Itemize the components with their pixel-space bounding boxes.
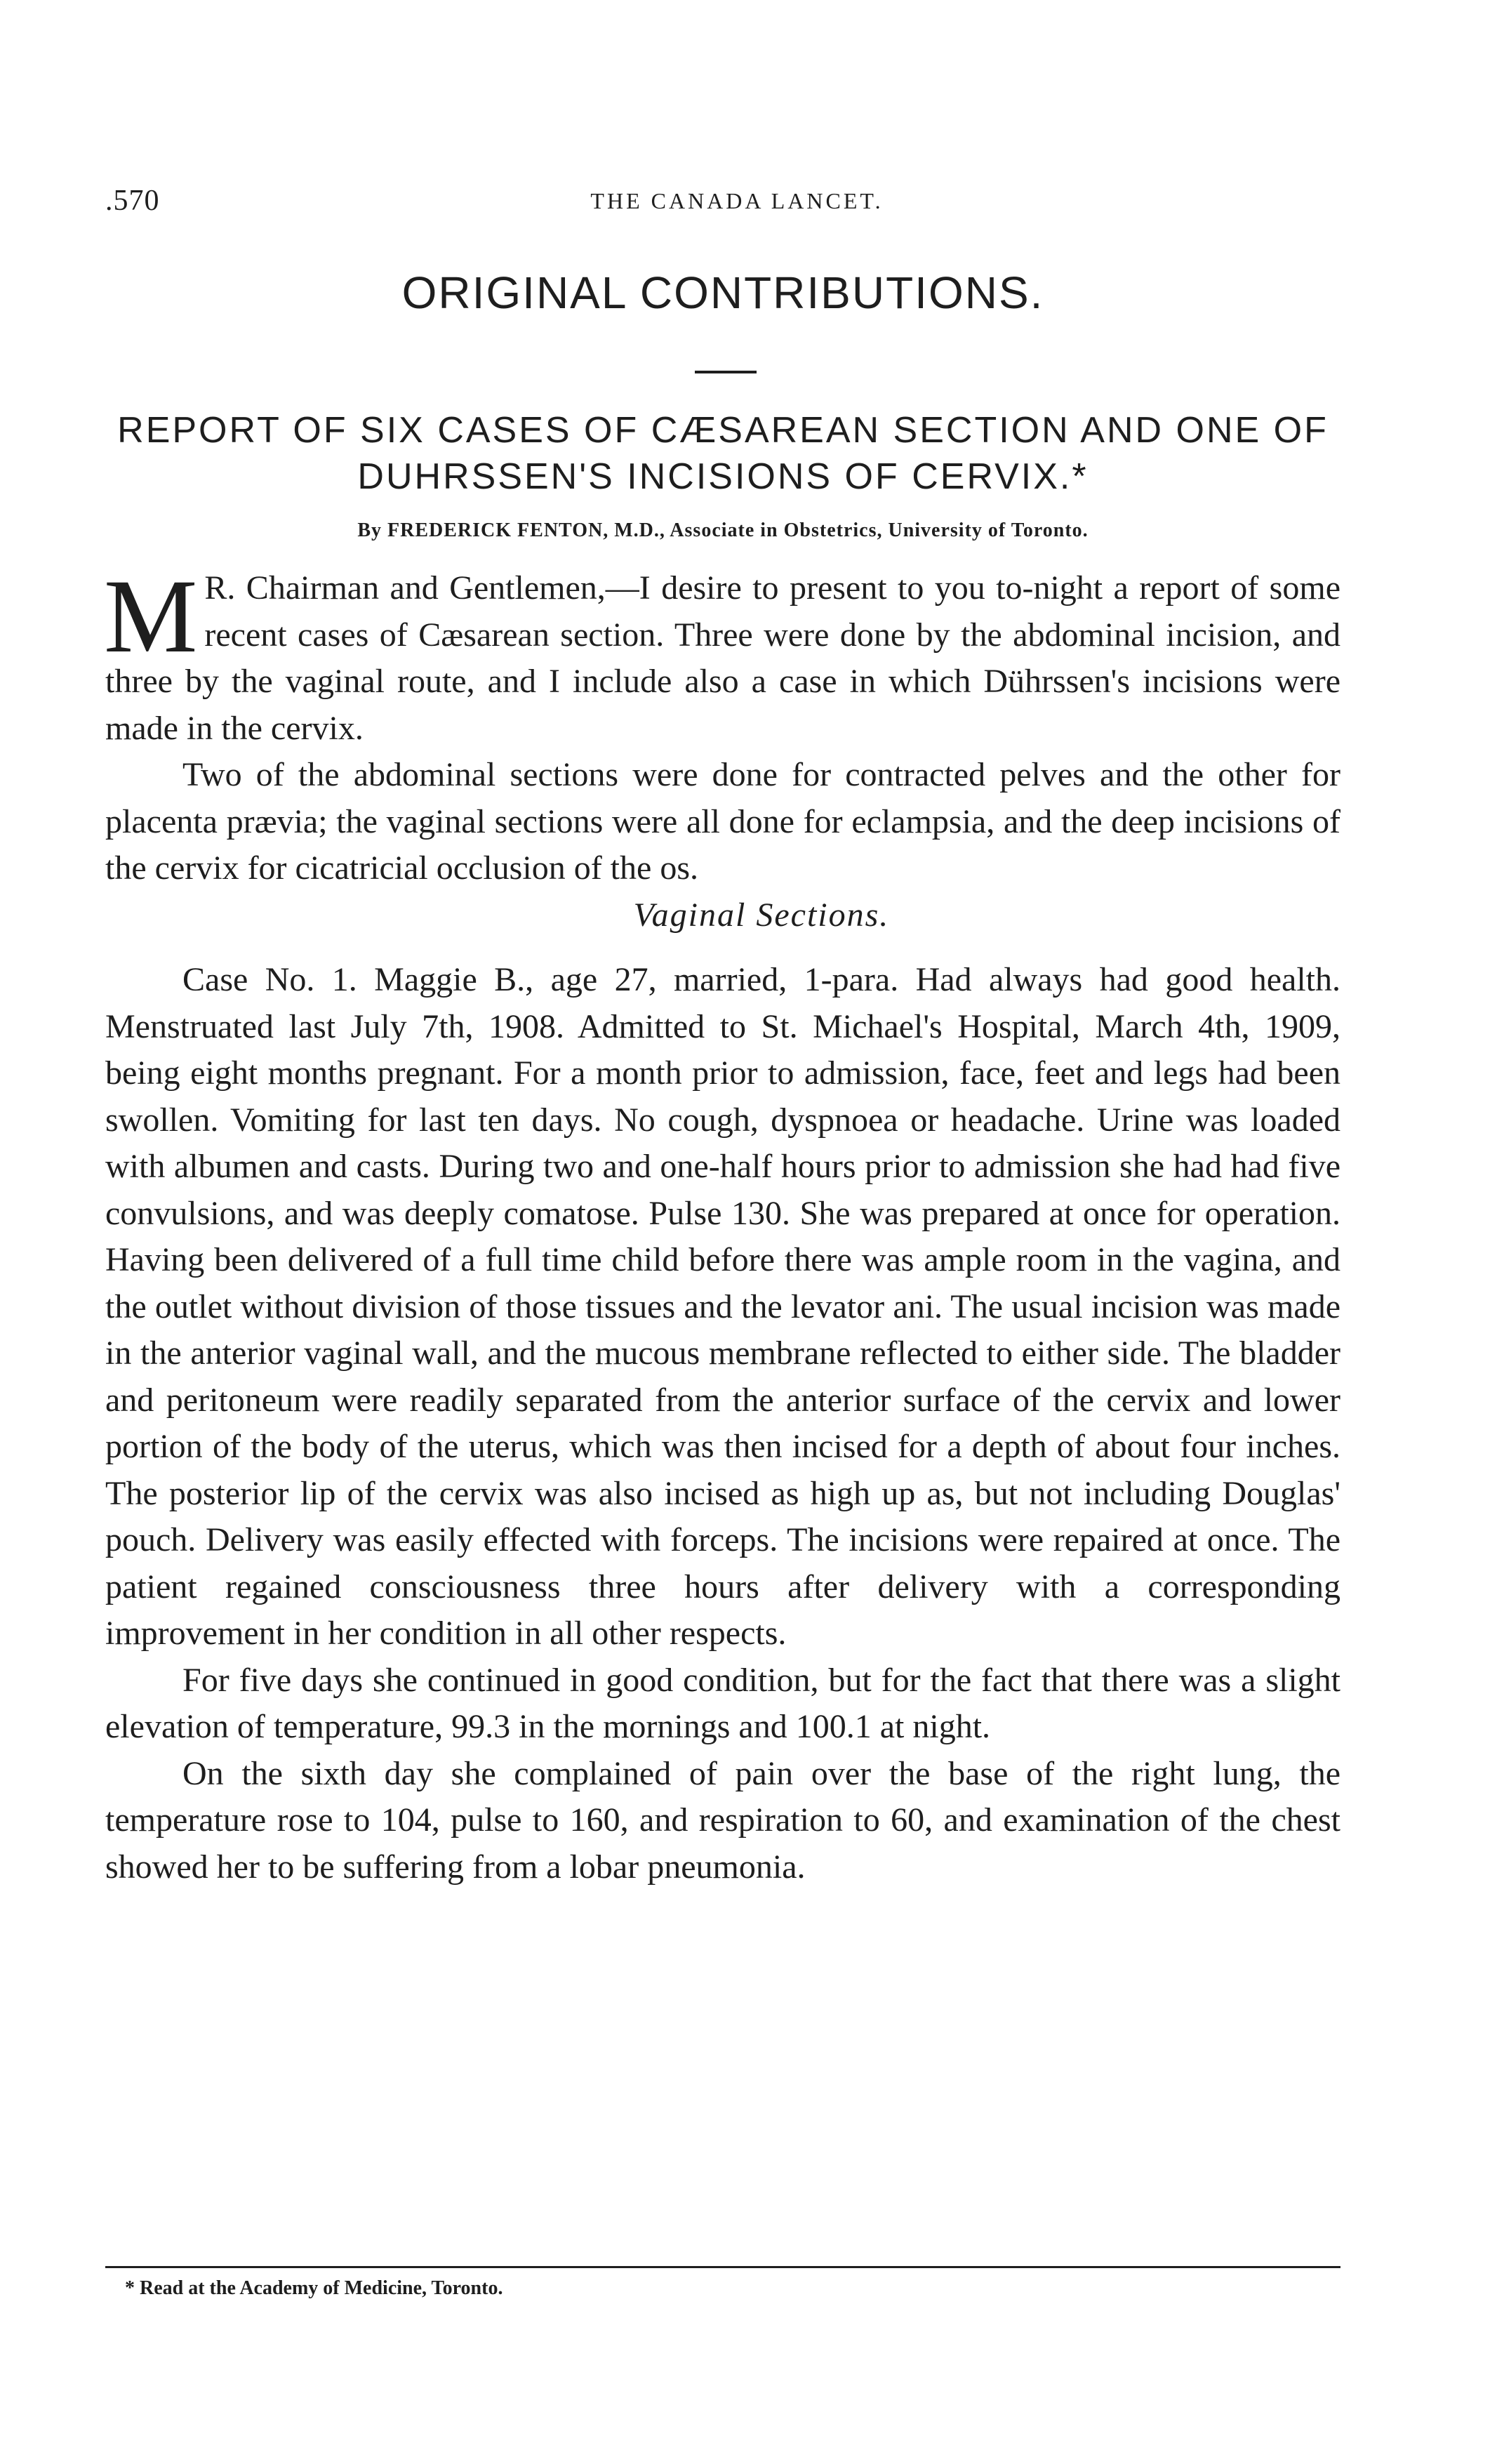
section-title: ORIGINAL CONTRIBUTIONS. (401, 267, 1044, 318)
page-number: .570 (105, 185, 160, 217)
paragraph-indications: Two of the abdominal sections were done for contracted pelves and the other for placenta prævia; the vaginal sections were all done for eclampsia, and the deep incisions of the cervix for cicatricial occlusion of the os. (105, 756, 1340, 887)
paragraph-case-1: Case No. 1. Maggie B., age 27, married, 1-para. Had always had good health. Menstruated last July 7th, 1908. Admitted to St. Michael's Hospital, March 4th, 1909, being eight months pregnant. For a month prior to admission, face, feet and legs had been swollen. Vomiting for last ten days. No cough, dyspnoea or headache. Urine was loaded with albumen and casts. During two and one-half hours prior to admission she had had five convulsions, and was deeply comatose. Pulse 130. She was prepared at once for operation. Having been delivered of a full time child before there was ample room in the vagina, and the outlet without division of those tissues and the levator ani. The usual incision was made in the anterior vaginal wall, and the mucous membrane reflected to either side. The bladder and peritoneum were readily separated from the anterior surface of the cervix and lower portion of the body of the uterus, which was then incised for a depth of about four inches. The posterior lip of the cervix was also incised as high up as, but not including Douglas' pouch. Delivery was easily effected with forceps. The incisions were repaired at once. The patient regained consciousness three hours after delivery with a corresponding improvement in her condition in all other respects. (105, 961, 1340, 1652)
article-title-line-1: REPORT OF SIX CASES OF CÆSAREAN SECTION AND ONE OF (117, 410, 1329, 451)
drop-cap: M (104, 558, 198, 675)
article-title-line-2: DUHRSSEN'S INCISIONS OF CERVIX.* (357, 456, 1089, 497)
article-body (104, 558, 1340, 1890)
footnote: * Read at the Academy of Medicine, Toronto. (125, 2277, 503, 2299)
paragraph-course: For five days she continued in good condition, but for the fact that there was a slight elevation of temperature, 99.3 in the mornings and 100.1 at night. (105, 1661, 1340, 1745)
page-header (105, 184, 1340, 226)
running-head: THE CANADA LANCET. (590, 188, 884, 213)
subheading-vaginal-sections: Vaginal Sections. (633, 896, 890, 934)
paragraph-sixth-day: On the sixth day she complained of pain over the base of the right lung, the temperature rose to 104, pulse to 160, and respiration to 60, and examination of the chest showed her to be suffering from a lobar pneumonia. (105, 1754, 1340, 1886)
article-title (105, 407, 1340, 500)
footnote-divider (105, 2266, 1340, 2268)
title-divider (695, 371, 757, 373)
author-byline: By FREDERICK FENTON, M.D., Associate in Obstetrics, University of Toronto. (357, 519, 1089, 541)
paragraph-intro (104, 558, 1340, 752)
paragraph-intro-text: R. Chairman and Gentlemen,—I desire to present to you to-night a report of some recent cases of Cæsarean section. Three were done by the abdominal incision, and three by the vaginal route, and I include also a case in which Dührssen's incisions were made in the cervix. (105, 569, 1340, 747)
